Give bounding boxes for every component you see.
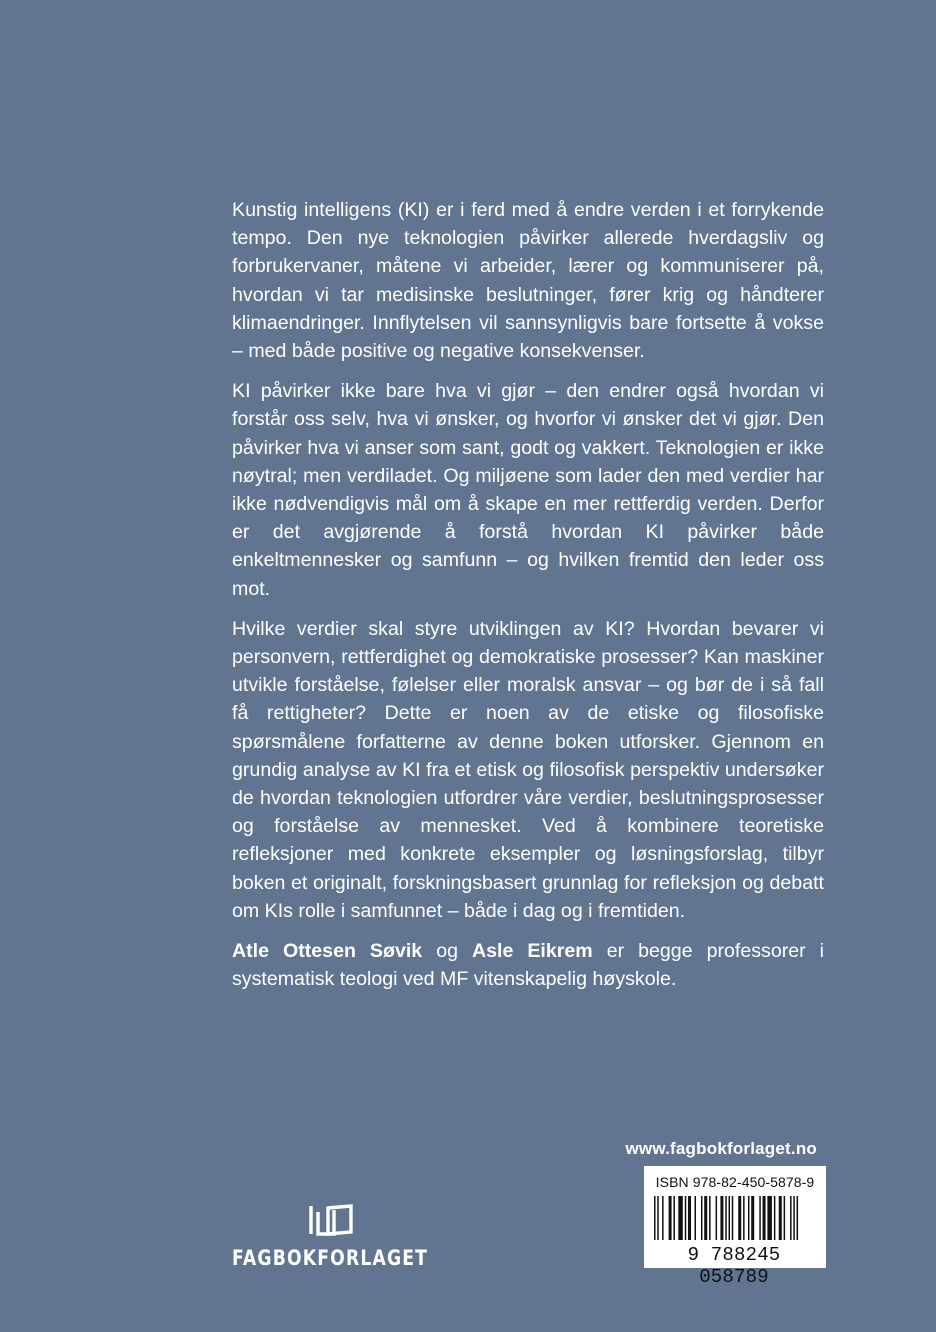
author-name-2: Asle Eikrem	[471, 940, 593, 963]
cover-blurb	[232, 196, 824, 993]
book-mark-icon	[308, 1204, 354, 1238]
author-paragraph	[232, 937, 824, 993]
publisher-name: FAGBOKFORLAGET	[232, 1246, 429, 1270]
blurb-paragraph-1: Kunstig intelligens (KI) er i ferd med å endre verden i et forrykende tempo. Den nye teknologien påvirker allerede hverdagsliv og forbrukervaner, måtene vi arbeider, lærer og kommuniserer på, hvordan vi tar medisinske beslutninger, fører krig og håndterer klimaendringer. Innflytelsen vil sannsynligvis bare fortsette å vokse – med både positive og negative konsekvenser.	[232, 199, 824, 363]
barcode-icon	[654, 1196, 816, 1240]
barcode-number: 9 788245 058789	[687, 1244, 781, 1288]
barcode-label	[644, 1166, 826, 1288]
publisher-website: www.fagbokforlaget.no	[625, 1139, 817, 1158]
blurb-paragraph-2: KI påvirker ikke bare hva vi gjør – den endrer også hvordan vi forstår oss selv, hva vi ønsker, og hvorfor vi ønsker det vi gjør. Den påvirker hva vi anser som sant, godt og vakkert. Teknologien er ikke nøytral; men verdiladet. Og miljøene som lader den med verdier har ikke nødvendigvis mål om å skape en mer rettferdig verden. Derfor er det avgjørende å forstå hvordan KI påvirker både enkeltmennesker og samfunn – og hvilken fremtid den leder oss mot.	[232, 380, 824, 600]
author-bio: er begge professorer i systematisk teologi ved MF vitenskapelig høyskole.	[232, 940, 825, 991]
author-connector: og	[422, 940, 472, 963]
blurb-paragraph-3: Hvilke verdier skal styre utviklingen av KI? Hvordan bevarer vi personvern, rettferdighet og demokratiske prosesser? Kan maskiner utvikle forståelse, følelser eller moralsk ansvar – og bør de i så fall få rettigheter? Dette er noen av de etiske og filosofiske spørsmålene forfatterne av denne boken utforsker. Gjennom en grundig analyse av KI fra et etisk og filosofisk perspektiv undersøker de hvordan teknologien utfordrer våre verdier, beslutningsprosesser og forståelse av mennesket. Ved å kombinere teoretiske refleksjoner med konkrete eksempler og løsningsforslag, tilbyr boken et originalt, forskningsbasert grunnlag for refleksjon og debatt om KIs rolle i samfunnet – både i dag og i fremtiden.	[232, 617, 824, 922]
author-name-1: Atle Ottesen Søvik	[232, 940, 423, 963]
isbn-text: ISBN 978-82-450-5878-9	[655, 1174, 815, 1190]
